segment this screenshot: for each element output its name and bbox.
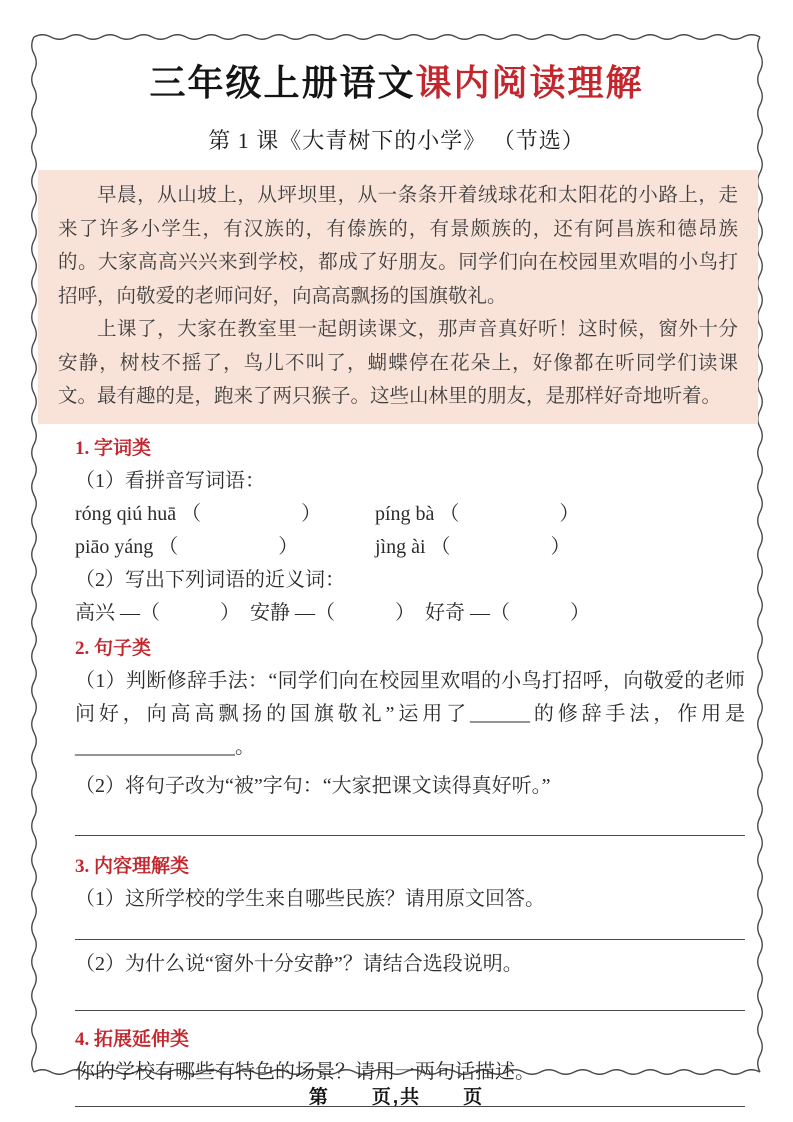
- lesson-subtitle: 第 1 课《大青树下的小学》 （节选）: [208, 128, 585, 153]
- questions-area: [75, 432, 745, 1107]
- answer-line: [75, 835, 745, 836]
- answer-line: [75, 1010, 745, 1011]
- section-1-title: 1. 字词类: [75, 438, 152, 459]
- pinyin-row-1: [75, 498, 745, 531]
- page-title-red: 课内阅读理解: [415, 63, 644, 103]
- section-1-item-2: （2）写出下列词语的近义词：: [75, 569, 345, 591]
- section-2-title: 2. 句子类: [75, 638, 152, 659]
- section-4-item-1: 你的学校有哪些有特色的场景？请用一两句话描述。: [75, 1061, 535, 1083]
- reading-passage: [38, 170, 758, 424]
- pinyin-item-rong-qiu-hua: róng qiú huā （ ）: [75, 503, 322, 525]
- page-title-black: 三年级上册语文: [149, 63, 416, 103]
- passage-paragraph-1: 早晨，从山坡上，从坪坝里，从一条条开着绒球花和太阳花的小路上，走来了许多小学生，有汉族的，有傣族的，有景颇族的，还有阿昌族和德昂族的。大家高高兴兴来到学校，都成了好朋友。同学们向在校园里欢唱的小鸟打招呼，向敬爱的老师问好，向高高飘扬的国旗敬礼。: [58, 185, 738, 307]
- section-3-item-1: （1）这所学校的学生来自哪些民族？请用原文回答。: [75, 888, 545, 910]
- synonyms-line: 高兴 —（ ） 安静 —（ ） 好奇 —（ ）: [75, 602, 590, 624]
- pinyin-item-piao-yang: piāo yáng （ ）: [75, 536, 299, 558]
- section-3-title: 3. 内容理解类: [75, 856, 190, 877]
- page-number-footer: 第 页,共 页: [308, 1087, 485, 1108]
- pinyin-item-jing-ai: jìng ài （ ）: [375, 536, 571, 558]
- section-2-item-1: （1）判断修辞手法：“同学们向在校园里欢唱的小鸟打招呼，向敬爱的老师问好，向高高飘扬的国旗敬礼”运用了______的修辞手法，作用是________________。: [75, 670, 745, 758]
- section-4-title: 4. 拓展延伸类: [75, 1029, 190, 1050]
- page-title: [0, 55, 793, 106]
- section-1-item-1: （1）看拼音写词语：: [75, 470, 265, 492]
- section-3-item-2: （2）为什么说“窗外十分安静”？请结合选段说明。: [75, 953, 523, 975]
- passage-paragraph-2: 上课了，大家在教室里一起朗读课文，那声音真好听！这时候，窗外十分安静，树枝不摇了，鸟儿不叫了，蝴蝶停在花朵上，好像都在听同学们读课文。最有趣的是，跑来了两只猴子。这些山林里的朋友，是那样好奇地听着。: [58, 319, 738, 407]
- answer-line: [75, 939, 745, 940]
- section-2-item-2: （2）将句子改为“被”字句：“大家把课文读得真好听。”: [75, 775, 551, 797]
- pinyin-item-ping-ba: píng bà （ ）: [375, 503, 580, 525]
- pinyin-row-2: [75, 531, 745, 564]
